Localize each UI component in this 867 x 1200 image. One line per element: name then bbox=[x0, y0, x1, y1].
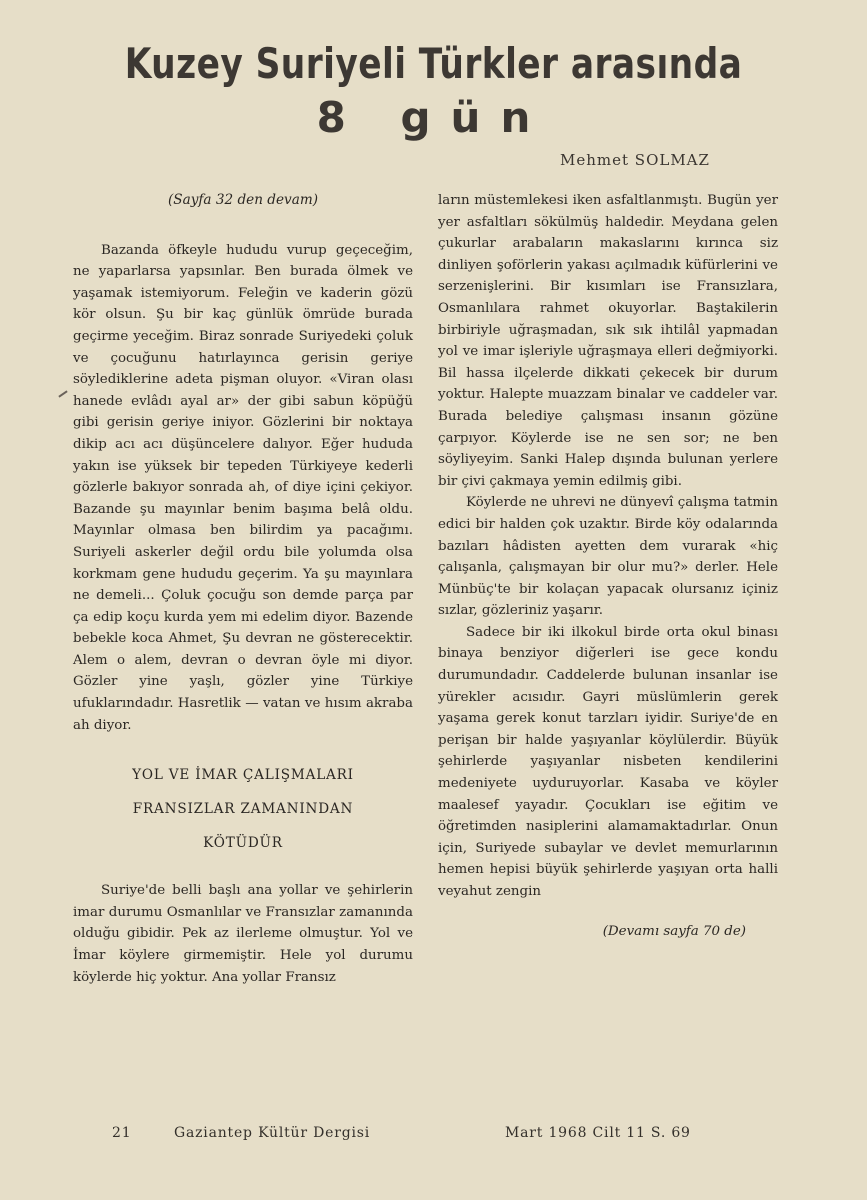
magazine-name: Gaziantep Kültür Dergisi bbox=[174, 1125, 371, 1141]
headline-line-1: Kuzey Suriyeli Türkler arasında bbox=[124, 39, 743, 88]
subheading-line-3: KÖTÜDÜR bbox=[203, 835, 283, 852]
right-paragraph-1: ların müstemlekesi iken asfaltlanmıştı. Bugün yer yer asfaltları sökülmüş haldedir. Meydana gelen çukurlar arabaların makaslarını kırınca siz dinliyen şoförlerin yakası açılmadık küfürlerini ve serzenişlerini. Bir kısımları ise Fransızlara, Osmanlılara rahmet okuyorlar. Baştakilerin birbiriyle uğraşmadan, sık sık ihtilâl yapmadan yol ve imar işleriyle uğraşmaya elleri değmiyorki. Bil hassa ilçelerde dikkati çekecek bir durum yoktur. Halepte muazzam binalar ve caddeler var. Burada belediye çalışması insanın gözüne çarpıyor. Köylerde ise ne sen sor; ne ben söyliyeyim. Sanki Halep dışında bulunan yerlere bir çivi çakmaya yemin edilmiş gibi. bbox=[438, 193, 778, 489]
subheading-line-1: YOL VE İMAR ÇALIŞMALARI bbox=[132, 767, 354, 784]
margin-pencil-mark bbox=[58, 390, 67, 397]
continued-from-note: (Sayfa 32 den devam) bbox=[167, 192, 319, 208]
left-paragraph-2: Suriye'de belli başlı ana yollar ve şehirlerin imar durumu Osmanlılar ve Fransızlar zamanında olduğu gibidir. Pek az ilerleme olmuştur. Yol ve İmar köylere girmemiştir. Hele yol durumu köylerde hiç yoktur. Ana yollar Fransız bbox=[73, 883, 413, 985]
left-paragraph-1: Bazanda öfkeyle hududu vurup geçeceğim, ne yaparlarsa yapsınlar. Ben burada ölmek ve yaşamak istemiyorum. Feleğin ve kaderin gözü kör olsun. Şu bir kaç günlük ömrüde burada geçirme yeceğim. Biraz sonrade Suriyedeki çoluk ve çocuğunu hatırlayınca gerisin geriye söylediklerine adeta pişman oluyor. «Viran olası hanede evlâdı ayal ar» der gibi sabun köpüğü gibi gerisin geriye iniyor. Gözlerini bir noktaya dikip acı acı düşüncelere dalıyor. Eğer hududa yakın ise yüksek bir tepeden Türkiyeye kederli gözlerle bakıyor sonrada ah, of diye içini çekiyor. Bazande şu mayınlar benim başıma belâ oldu. Mayınlar olmasa ben bilirdim ya pacağımı. Suriyeli askerler değil ordu bile yolumda olsa korkmam gene hududu geçerim. Ya şu mayınlara ne demeli... Çoluk çocuğu son demde parça par ça edip koçu kurda yem mi edelim diyor. Bazende bebekle koca Ahmet, Şu devran ne gösterecektir. Alem o alem, devran o devran öyle mi diyor. Gözler yine yaşlı, gözler yine Türkiye ufuklarındadır. Hasretlik — vatan ve hısım akraba ah diyor. bbox=[73, 242, 413, 733]
continued-to-note: (Devamı sayfa 70 de) bbox=[602, 923, 746, 939]
right-column bbox=[438, 190, 778, 956]
section-subheading bbox=[73, 758, 413, 860]
headline-line-2: 8 gün bbox=[316, 93, 551, 142]
page-number: 21 bbox=[112, 1125, 132, 1141]
author-byline: Mehmet SOLMAZ bbox=[560, 151, 710, 169]
article-headline bbox=[0, 38, 867, 144]
right-paragraph-3: Sadece bir iki ilkokul birde orta okul binası binaya benziyor diğerleri ise gece kondu durumundadır. Caddelerde bulunan insanlar ise yürekler acısıdır. Gayri müslümlerin gerek yaşama gerek konut tarzları iyidir. Suriye'de en perişan bir halde yaşıyanlar köylülerdir. Büyük şehirlerde yaşıyanlar nisbeten kendilerini medeniyete uyduruyorlar. Kasaba ve köyler maalesef yayadır. Çocukları ise eğitim ve öğretimden nasiplerini alamamaktadırlar. Onun için, Suriyede subaylar ve devlet memurlarının hemen hepisi büyük şehirlerde yaşıyan orta halli veyahut zengin bbox=[438, 624, 778, 899]
issue-info: Mart 1968 Cilt 11 S. 69 bbox=[505, 1125, 691, 1141]
subheading-line-2: FRANSIZLAR ZAMANINDAN bbox=[132, 801, 354, 818]
right-paragraph-2: Köylerde ne uhrevi ne dünyevî çalışma tatmin edici bir halden çok uzaktır. Birde köy odalarında bazıları hâdisten ayetten dem vurarak «hiç çalışanla, çalışmayan bir olur mu?» derler. Hele Münbüç'te bir kolaçan yapacak olursanız içiniz sızlar, gözleriniz yaşarır. bbox=[438, 495, 778, 619]
left-column bbox=[73, 190, 413, 988]
